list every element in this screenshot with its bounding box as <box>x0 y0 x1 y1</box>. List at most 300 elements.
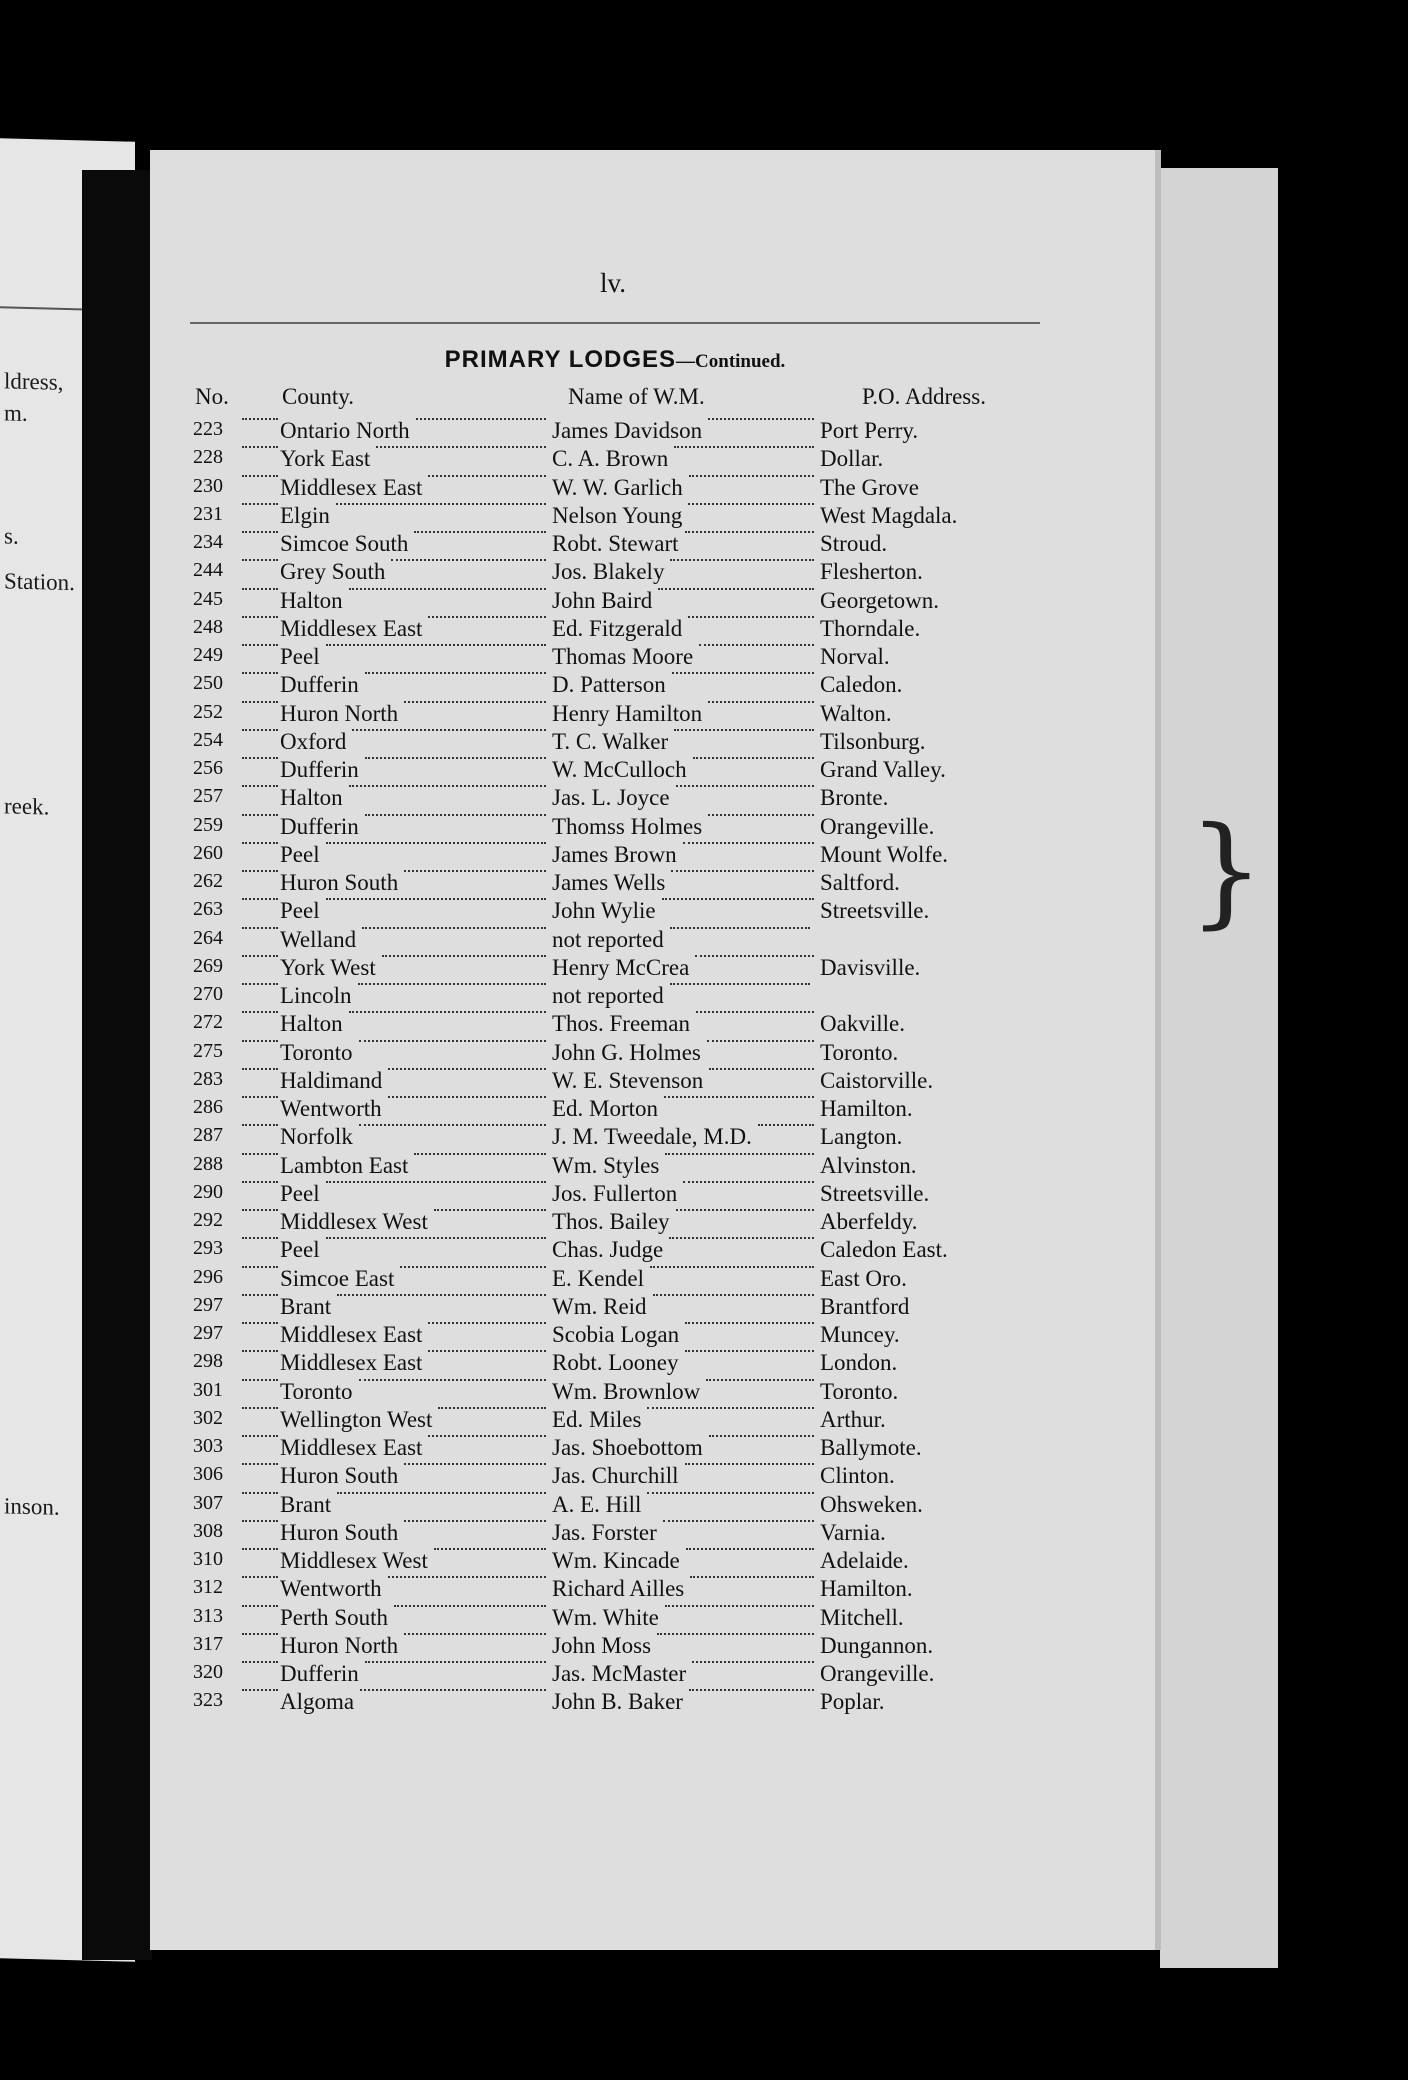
lodge-address: Oakville. <box>820 1011 905 1037</box>
dot-leader <box>242 531 278 533</box>
lodge-county: Toronto <box>280 1039 353 1065</box>
lodge-master-name: Robt. Looney <box>552 1350 679 1376</box>
lodge-address: Hamilton. <box>820 1576 913 1602</box>
lodge-number: 286 <box>193 1096 223 1118</box>
table-row <box>190 475 1040 503</box>
dot-leader <box>688 503 814 505</box>
table-row <box>190 814 1040 842</box>
lodge-number: 283 <box>193 1067 223 1090</box>
lodge-county: Norfolk <box>280 1124 353 1150</box>
table-row <box>190 898 1040 926</box>
lodge-master-name: E. Kendel <box>552 1265 644 1291</box>
dot-leader <box>242 588 278 590</box>
dot-leader <box>758 1124 814 1126</box>
dot-leader <box>394 1605 546 1607</box>
lodge-master-name: James Brown <box>552 841 677 867</box>
lodge-master-name: not reported <box>552 983 664 1008</box>
lodge-address: Caledon. <box>820 672 903 698</box>
lodge-county: Middlesex East <box>280 1350 423 1376</box>
lodge-county: York West <box>280 954 376 980</box>
lodge-master-name: John Baird <box>552 587 653 613</box>
lodge-address: Bronte. <box>820 785 889 811</box>
lodge-master-name: J. M. Tweedale, M.D. <box>552 1124 752 1150</box>
dot-leader <box>388 1068 546 1070</box>
lodge-address: Walton. <box>820 700 892 726</box>
lodge-county: Dufferin <box>280 813 359 839</box>
dot-leader <box>326 1237 546 1239</box>
column-header-no: No. <box>195 384 229 409</box>
lodge-address: Dollar. <box>820 446 884 472</box>
dot-leader <box>242 1689 278 1691</box>
lodge-number: 313 <box>193 1604 223 1627</box>
dot-leader <box>650 1266 814 1268</box>
lodge-address: Mitchell. <box>820 1604 904 1630</box>
lodge-address: Dungannon. <box>820 1632 934 1658</box>
dot-leader <box>349 588 546 590</box>
lodge-address: The Grove <box>820 474 919 500</box>
dot-leader <box>352 729 546 731</box>
table-row <box>190 1124 1040 1152</box>
dot-leader <box>647 1492 814 1494</box>
dot-leader <box>683 1181 814 1183</box>
table-row <box>190 701 1040 729</box>
lodge-number: 269 <box>193 954 223 977</box>
dot-leader <box>242 1153 278 1155</box>
lodge-master-name: Jos. Fullerton <box>552 1180 678 1206</box>
lodge-master-name: W. E. Stevenson <box>552 1067 704 1093</box>
dot-leader <box>242 1379 278 1381</box>
lodge-master-name: D. Patterson <box>552 672 666 698</box>
lodge-county: Lambton East <box>280 1152 409 1178</box>
dot-leader <box>242 1520 278 1522</box>
table-row <box>190 503 1040 531</box>
lodge-number: 250 <box>193 672 223 695</box>
dot-leader <box>708 814 814 816</box>
column-header-county: County. <box>282 384 354 409</box>
lodge-county: Halton <box>280 587 343 613</box>
lodge-master-name: Thos. Bailey <box>552 1209 670 1234</box>
lodge-master-name: C. A. Brown <box>552 446 669 472</box>
left-fragment-text: ldress, <box>4 368 64 395</box>
table-row <box>190 1605 1040 1633</box>
table-row <box>190 757 1040 785</box>
dot-leader <box>242 1605 278 1607</box>
dot-leader <box>242 1068 278 1070</box>
dot-leader <box>365 1661 546 1663</box>
table-row <box>190 559 1040 587</box>
lodge-number: 259 <box>193 813 223 836</box>
dot-leader <box>669 1237 814 1239</box>
dot-leader <box>365 814 546 816</box>
lodge-address: Streetsville. <box>820 1180 930 1206</box>
lodge-master-name: Wm. Brownlow <box>552 1378 701 1404</box>
lodge-master-name: James Wells <box>552 870 666 895</box>
dot-leader <box>242 955 278 957</box>
dot-leader <box>709 1435 814 1437</box>
lodge-number: 290 <box>193 1180 223 1203</box>
lodge-county: Algoma <box>280 1689 355 1715</box>
dot-leader <box>326 1181 546 1183</box>
lodge-address: Caledon East. <box>820 1237 948 1263</box>
lodge-address: Norval. <box>820 644 890 669</box>
dot-leader <box>690 1576 814 1578</box>
dot-leader <box>242 1633 278 1635</box>
dot-leader <box>708 701 814 703</box>
dot-leader <box>242 757 278 759</box>
table-row <box>190 418 1040 446</box>
dot-leader <box>242 1407 278 1409</box>
lodge-master-name: not reported <box>552 926 664 952</box>
dot-leader <box>391 559 546 561</box>
lodge-number: 248 <box>193 615 223 638</box>
dot-leader <box>242 1661 278 1663</box>
lodge-address: London. <box>820 1350 898 1376</box>
dot-leader <box>242 503 278 505</box>
lodge-number: 234 <box>193 531 223 553</box>
dot-leader <box>242 418 278 420</box>
dot-leader <box>242 898 278 900</box>
lodge-county: Toronto <box>280 1378 353 1404</box>
lodge-county: Dufferin <box>280 1661 359 1686</box>
dot-leader <box>365 757 546 759</box>
table-row <box>190 927 1040 955</box>
lodge-master-name: John G. Holmes <box>552 1039 701 1065</box>
table-row <box>190 1068 1040 1096</box>
section-continued: —Continued. <box>676 351 786 372</box>
lodge-county: Dufferin <box>280 672 359 698</box>
lodge-county: Middlesex West <box>280 1548 428 1573</box>
dot-leader <box>400 1266 546 1268</box>
lodge-address: Tilsonburg. <box>820 728 926 754</box>
lodge-number: 293 <box>193 1237 223 1260</box>
dot-leader <box>428 1435 546 1437</box>
dot-leader <box>438 1407 546 1409</box>
lodge-number: 249 <box>193 644 223 666</box>
dot-leader <box>365 672 546 674</box>
dot-leader <box>672 672 814 674</box>
table-row <box>190 1492 1040 1520</box>
lodge-master-name: W. McCulloch <box>552 757 687 782</box>
lodge-address: Mount Wolfe. <box>820 841 949 867</box>
lodge-address: Muncey. <box>820 1322 900 1347</box>
lodge-master-name: Wm. Reid <box>552 1293 647 1319</box>
dot-leader <box>674 446 814 448</box>
table-row <box>190 955 1040 983</box>
dot-leader <box>362 927 546 929</box>
lodge-address: Saltford. <box>820 870 900 895</box>
lodge-number: 244 <box>193 559 223 582</box>
dot-leader <box>349 785 546 787</box>
lodge-county: Oxford <box>280 728 347 754</box>
left-fragment-text: s. <box>4 523 19 549</box>
dot-leader <box>242 1463 278 1465</box>
lodge-address: East Oro. <box>820 1265 907 1291</box>
lodge-address: Grand Valley. <box>820 757 946 782</box>
dot-leader <box>663 1520 814 1522</box>
page-edge <box>1160 168 1278 1968</box>
lodge-number: 292 <box>193 1209 223 1231</box>
dot-leader <box>326 898 546 900</box>
lodge-master-name: Wm. Kincade <box>552 1548 680 1573</box>
lodge-address: Alvinston. <box>820 1152 917 1178</box>
dot-leader <box>434 1209 546 1211</box>
lodge-county: Simcoe East <box>280 1265 395 1291</box>
dot-leader <box>326 644 546 646</box>
lodge-county: Peel <box>280 1180 320 1206</box>
lodge-number: 256 <box>193 757 223 779</box>
dot-leader <box>242 927 278 929</box>
dot-leader <box>242 1096 278 1098</box>
dot-leader <box>242 1548 278 1550</box>
lodge-address: Toronto. <box>820 1378 899 1404</box>
table-row <box>190 729 1040 757</box>
dot-leader <box>242 1294 278 1296</box>
lodge-number: 303 <box>193 1435 223 1457</box>
table-row <box>190 1040 1040 1068</box>
lodge-county: Peel <box>280 644 320 669</box>
lodge-table <box>190 418 1040 1718</box>
dot-leader <box>359 1379 546 1381</box>
lodge-address: Davisville. <box>820 954 921 980</box>
table-row <box>190 1209 1040 1237</box>
lodge-master-name: Thomss Holmes <box>552 813 703 839</box>
lodge-number: 264 <box>193 926 223 949</box>
lodge-number: 312 <box>193 1576 223 1599</box>
dot-leader <box>696 1011 814 1013</box>
lodge-number: 275 <box>193 1039 223 1062</box>
lodge-master-name: Jas. Churchill <box>552 1463 679 1489</box>
dot-leader <box>337 1294 546 1296</box>
lodge-number: 254 <box>193 728 223 751</box>
lodge-number: 320 <box>193 1661 223 1683</box>
dot-leader <box>657 1633 814 1635</box>
table-row <box>190 1689 1040 1717</box>
dot-leader <box>428 1322 546 1324</box>
table-row <box>190 1153 1040 1181</box>
lodge-number: 308 <box>193 1519 223 1542</box>
dot-leader <box>670 983 810 985</box>
table-row <box>190 1435 1040 1463</box>
dot-leader <box>686 1548 814 1550</box>
lodge-address: Port Perry. <box>820 418 919 443</box>
header-rule <box>190 322 1040 324</box>
dot-leader <box>242 644 278 646</box>
lodge-number: 297 <box>193 1322 223 1344</box>
lodge-county: Huron North <box>280 700 399 726</box>
lodge-number: 272 <box>193 1011 223 1034</box>
table-row <box>190 1548 1040 1576</box>
dot-leader <box>706 1379 814 1381</box>
dot-leader <box>653 1294 814 1296</box>
lodge-number: 296 <box>193 1265 223 1288</box>
left-fragment-text: inson. <box>4 1493 60 1520</box>
lodge-address: Clinton. <box>820 1463 895 1489</box>
dot-leader <box>689 475 814 477</box>
lodge-number: 245 <box>193 587 223 610</box>
lodge-county: Elgin <box>280 502 330 528</box>
lodge-address: Stroud. <box>820 531 888 556</box>
lodge-number: 288 <box>193 1152 223 1175</box>
dot-leader <box>647 1407 814 1409</box>
table-row <box>190 1294 1040 1322</box>
lodge-address: Aberfeldy. <box>820 1209 918 1234</box>
column-header-name: Name of W.M. <box>568 384 705 409</box>
lodge-number: 270 <box>193 983 223 1005</box>
lodge-master-name: John Moss <box>552 1632 652 1658</box>
dot-leader <box>414 1153 546 1155</box>
lodge-county: Huron South <box>280 1463 399 1489</box>
dot-leader <box>242 870 278 872</box>
dot-leader <box>689 1689 814 1691</box>
lodge-county: Wentworth <box>280 1096 382 1121</box>
lodge-address: Adelaide. <box>820 1548 909 1573</box>
lodge-number: 323 <box>193 1689 223 1712</box>
dot-leader <box>404 701 546 703</box>
lodge-master-name: T. C. Walker <box>552 728 669 754</box>
lodge-county: Wellington West <box>280 1406 433 1432</box>
lodge-county: Peel <box>280 898 320 924</box>
dot-leader <box>336 503 546 505</box>
table-row <box>190 1266 1040 1294</box>
lodge-county: Peel <box>280 1237 320 1263</box>
lodge-master-name: Wm. White <box>552 1604 659 1630</box>
dot-leader <box>416 418 546 420</box>
lodge-address: Orangeville. <box>820 1661 935 1686</box>
left-fragment-text: reek. <box>4 793 50 820</box>
lodge-address: Brantford <box>820 1293 910 1319</box>
dot-leader <box>242 1040 278 1042</box>
lodge-county: Grey South <box>280 559 386 585</box>
dot-leader <box>242 1181 278 1183</box>
lodge-address: Caistorville. <box>820 1067 934 1093</box>
dot-leader <box>242 701 278 703</box>
dot-leader <box>685 1463 814 1465</box>
lodge-master-name: Jas. Shoebottom <box>552 1435 703 1460</box>
table-row <box>190 983 1040 1011</box>
lodge-master-name: Richard Ailles <box>552 1576 685 1602</box>
dot-leader <box>428 475 546 477</box>
lodge-county: Peel <box>280 841 320 867</box>
table-row <box>190 1576 1040 1604</box>
table-row <box>190 1350 1040 1378</box>
dot-leader <box>693 757 814 759</box>
dot-leader <box>242 616 278 618</box>
table-row <box>190 1096 1040 1124</box>
dot-leader <box>242 1322 278 1324</box>
dot-leader <box>388 1576 546 1578</box>
lodge-number: 287 <box>193 1124 223 1147</box>
dot-leader <box>404 1463 546 1465</box>
lodge-county: Welland <box>280 926 357 952</box>
lodge-address: Thorndale. <box>820 615 921 641</box>
lodge-master-name: Nelson Young <box>552 502 683 528</box>
dot-leader <box>242 1124 278 1126</box>
lodge-address: Ohsweken. <box>820 1491 923 1517</box>
lodge-number: 223 <box>193 418 223 440</box>
lodge-address: Flesherton. <box>820 559 923 585</box>
lodge-county: Perth South <box>280 1604 388 1630</box>
lodge-number: 262 <box>193 870 223 892</box>
book-spine <box>82 170 152 1960</box>
dot-leader <box>671 870 814 872</box>
lodge-master-name: Thomas Moore <box>552 644 694 669</box>
left-fragment-text: Station. <box>4 568 75 596</box>
lodge-address: Orangeville. <box>820 813 935 839</box>
dot-leader <box>242 1492 278 1494</box>
dot-leader <box>404 1633 546 1635</box>
dot-leader <box>242 785 278 787</box>
lodge-number: 306 <box>193 1463 223 1486</box>
dot-leader <box>242 983 278 985</box>
lodge-address: Poplar. <box>820 1689 885 1715</box>
lodge-number: 263 <box>193 898 223 921</box>
lodge-number: 257 <box>193 785 223 808</box>
table-row <box>190 1011 1040 1039</box>
dot-leader <box>688 616 814 618</box>
lodge-master-name: Scobia Logan <box>552 1322 680 1347</box>
lodge-county: Middlesex West <box>280 1209 428 1234</box>
lodge-county: Middlesex East <box>280 615 423 641</box>
lodge-master-name: Ed. Morton <box>552 1096 659 1121</box>
dot-leader <box>242 1209 278 1211</box>
lodge-county: Huron South <box>280 870 399 895</box>
dot-leader <box>658 588 814 590</box>
dot-leader <box>707 1040 814 1042</box>
column-header-address: P.O. Address. <box>862 384 986 409</box>
table-row <box>190 1520 1040 1548</box>
dot-leader <box>359 1124 546 1126</box>
lodge-county: Simcoe South <box>280 531 409 556</box>
dot-leader <box>359 1040 546 1042</box>
table-row <box>190 1181 1040 1209</box>
table-row <box>190 1407 1040 1435</box>
lodge-number: 260 <box>193 841 223 864</box>
lodge-county: Huron North <box>280 1632 399 1658</box>
dot-leader <box>692 1661 814 1663</box>
dot-leader <box>676 785 814 787</box>
lodge-master-name: A. E. Hill <box>552 1491 642 1517</box>
lodge-address: Ballymote. <box>820 1435 922 1460</box>
table-row <box>190 1322 1040 1350</box>
table-row <box>190 531 1040 559</box>
lodge-number: 231 <box>193 502 223 525</box>
lodge-number: 228 <box>193 446 223 469</box>
table-row <box>190 1237 1040 1265</box>
lodge-address: Streetsville. <box>820 898 930 924</box>
dot-leader <box>428 616 546 618</box>
lodge-master-name: Robt. Stewart <box>552 531 679 556</box>
table-row <box>190 1379 1040 1407</box>
lodge-number: 302 <box>193 1406 223 1429</box>
lodge-county: Haldimand <box>280 1067 383 1093</box>
dot-leader <box>358 983 546 985</box>
curly-bracket-mark: } <box>1188 802 1265 941</box>
lodge-county: Middlesex East <box>280 1322 423 1347</box>
dot-leader <box>242 1576 278 1578</box>
lodge-county: Lincoln <box>280 983 352 1008</box>
dot-leader <box>242 1435 278 1437</box>
dot-leader <box>662 898 814 900</box>
dot-leader <box>709 1068 814 1070</box>
dot-leader <box>664 1096 814 1098</box>
dot-leader <box>376 446 546 448</box>
section-title: PRIMARY LODGES <box>444 346 677 373</box>
table-row <box>190 672 1040 700</box>
left-fragment-text: m. <box>4 400 28 426</box>
lodge-master-name: Henry Hamilton <box>552 700 703 726</box>
dot-leader <box>683 842 814 844</box>
table-row <box>190 446 1040 474</box>
